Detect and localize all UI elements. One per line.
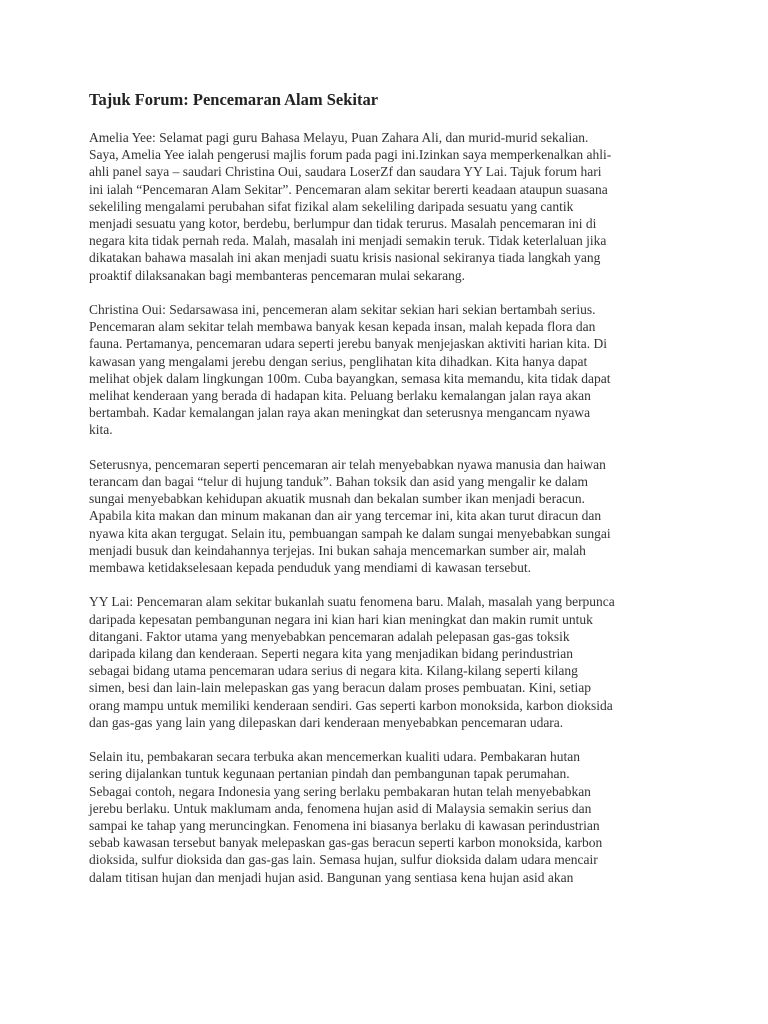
text-line: terancam dan bagai “telur di hujung tanduk”. Bahan toksik dan asid yang mengalir ke dalam <box>89 474 588 490</box>
text-line: sungai menyebabkan kehidupan akuatik musnah dan bekalan sumber ikan menjadi beracun. <box>89 491 585 507</box>
text-line: dioksida, sulfur dioksida dan gas-gas lain. Semasa hujan, sulfur dioksida dalam udara mencair <box>89 852 598 868</box>
text-line: menjadi sesuatu yang kotor, berdebu, berlumpur dan tidak terurus. Masalah pencemaran ini di <box>89 216 597 232</box>
paragraph <box>89 748 685 886</box>
text-line: sekeliling mengalami perubahan sifat fizikal alam sekeliling daripada sesuatu yang cantik <box>89 198 574 214</box>
text-line: proaktif dilaksanakan bagi membanteras pencemaran mulai sekarang. <box>89 267 465 283</box>
text-line: Apabila kita makan dan minum makanan dan air yang tercemar ini, kita akan turut diracun dan <box>89 508 602 524</box>
text-line: sering dijalankan tuntuk kegunaan pertanian pindah dan pembangunan tapak perumahan. <box>89 766 570 782</box>
text-line: YY Lai: Pencemaran alam sekitar bukanlah suatu fenomena baru. Malah, masalah yang berpunca <box>89 594 615 610</box>
text-line: ini ialah “Pencemaran Alam Sekitar”. Pencemaran alam sekitar bererti keadaan ataupun suasana <box>89 181 608 197</box>
text-line: orang mampu untuk memiliki kenderaan sendiri. Gas seperti karbon monoksida, karbon dioksida <box>89 697 613 713</box>
text-line: dan gas-gas yang lain yang dilepaskan dari kenderaan menyebabkan pencemaran udara. <box>89 714 564 730</box>
text-line: Pencemaran alam sekitar telah membawa banyak kesan kepada insan, malah kepada flora dan <box>89 319 596 335</box>
text-line: sebab kawasan tersebut banyak melepaskan gas-gas beracun seperti karbon monoksida, karbon <box>89 835 603 851</box>
paragraph <box>89 129 685 284</box>
text-line: daripada kepesatan pembangunan negara ini kian hari kian meningkat dan makin rumit untuk <box>89 611 593 627</box>
text-line: ditangani. Faktor utama yang menyebabkan pencemaran adalah pelepasan gas-gas toksik <box>89 628 570 644</box>
document-body <box>89 129 685 886</box>
text-line: kita. <box>89 422 113 438</box>
text-line: negara kita tidak pernah reda. Malah, masalah ini menjadi semakin teruk. Tidak keterlaluan jika <box>89 233 607 249</box>
paragraph <box>89 301 685 439</box>
text-line: melihat objek dalam lingkungan 100m. Cuba bayangkan, semasa kita memandu, kita tidak dapat <box>89 370 611 386</box>
text-line: sampai ke tahap yang meruncingkan. Fenomena ini biasanya berlaku di kawasan perindustrian <box>89 818 600 834</box>
text-line: simen, besi dan lain-lain melepaskan gas yang beracun dalam proses pembuatan. Kini, setiap <box>89 680 591 696</box>
document-page <box>89 88 685 903</box>
text-line: jerebu berlaku. Untuk maklumam anda, fenomena hujan asid di Malaysia semakin serius dan <box>89 800 592 816</box>
text-line: Selain itu, pembakaran secara terbuka akan mencemerkan kualiti udara. Pembakaran hutan <box>89 749 581 765</box>
text-line: sebagai bidang utama pencemaran udara serius di negara kita. Kilang-kilang seperti kilang <box>89 663 578 679</box>
text-line: Amelia Yee: Selamat pagi guru Bahasa Melayu, Puan Zahara Ali, dan murid-murid sekalian. <box>89 130 589 145</box>
paragraph <box>89 593 685 731</box>
text-line: Sebagai contoh, negara Indonesia yang sering berlaku pembakaran hutan telah menyebabkan <box>89 783 591 799</box>
text-line: dalam titisan hujan dan menjadi hujan asid. Bangunan yang sentiasa kena hujan asid akan <box>89 869 574 885</box>
text-line: nyawa kita akan tergugat. Selain itu, pembuangan sampah ke dalam sungai menyebabkan sungai <box>89 525 611 541</box>
text-line: daripada kilang dan kenderaan. Seperti negara kita yang menjadikan bidang perindustrian <box>89 646 573 662</box>
text-line: fauna. Pertamanya, pencemaran udara seperti jerebu banyak menjejaskan aktiviti harian kita. Di <box>89 336 608 352</box>
text-line: Saya, Amelia Yee ialah pengerusi majlis forum pada pagi ini.Izinkan saya memperkenalkan ahli- <box>89 147 612 163</box>
text-line: melihat kenderaan yang berada di hadapan kita. Peluang berlaku kemalangan jalan raya akan <box>89 388 591 404</box>
text-line: kawasan yang mengalami jerebu dengan serius, penglihatan kita dihadkan. Kita hanya dapat <box>89 353 588 369</box>
text-line: menjadi busuk dan keindahannya terjejas. Ini bukan sahaja mencemarkan sumber air, malah <box>89 542 586 558</box>
text-line: ahli panel saya – saudari Christina Oui, saudara LoserZf dan saudara YY Lai. Tajuk forum hari <box>89 164 602 180</box>
document-title: Tajuk Forum: Pencemaran Alam Sekitar <box>89 90 379 109</box>
text-line: dikatakan bahawa masalah ini akan menjadi suatu krisis nasional sekiranya tiada langkah yang <box>89 250 601 266</box>
text-line: Christina Oui: Sedarsawasa ini, pencemeran alam sekitar sekian hari sekian bertambah serius. <box>89 302 596 318</box>
paragraph <box>89 456 685 576</box>
text-line: bertambah. Kadar kemalangan jalan raya akan meningkat dan seterusnya mengancam nyawa <box>89 405 591 421</box>
text-line: Seterusnya, pencemaran seperti pencemaran air telah menyebabkan nyawa manusia dan haiwan <box>89 456 606 472</box>
text-line: membawa ketidakselesaan kepada penduduk yang mendiami di kawasan tersebut. <box>89 560 531 576</box>
